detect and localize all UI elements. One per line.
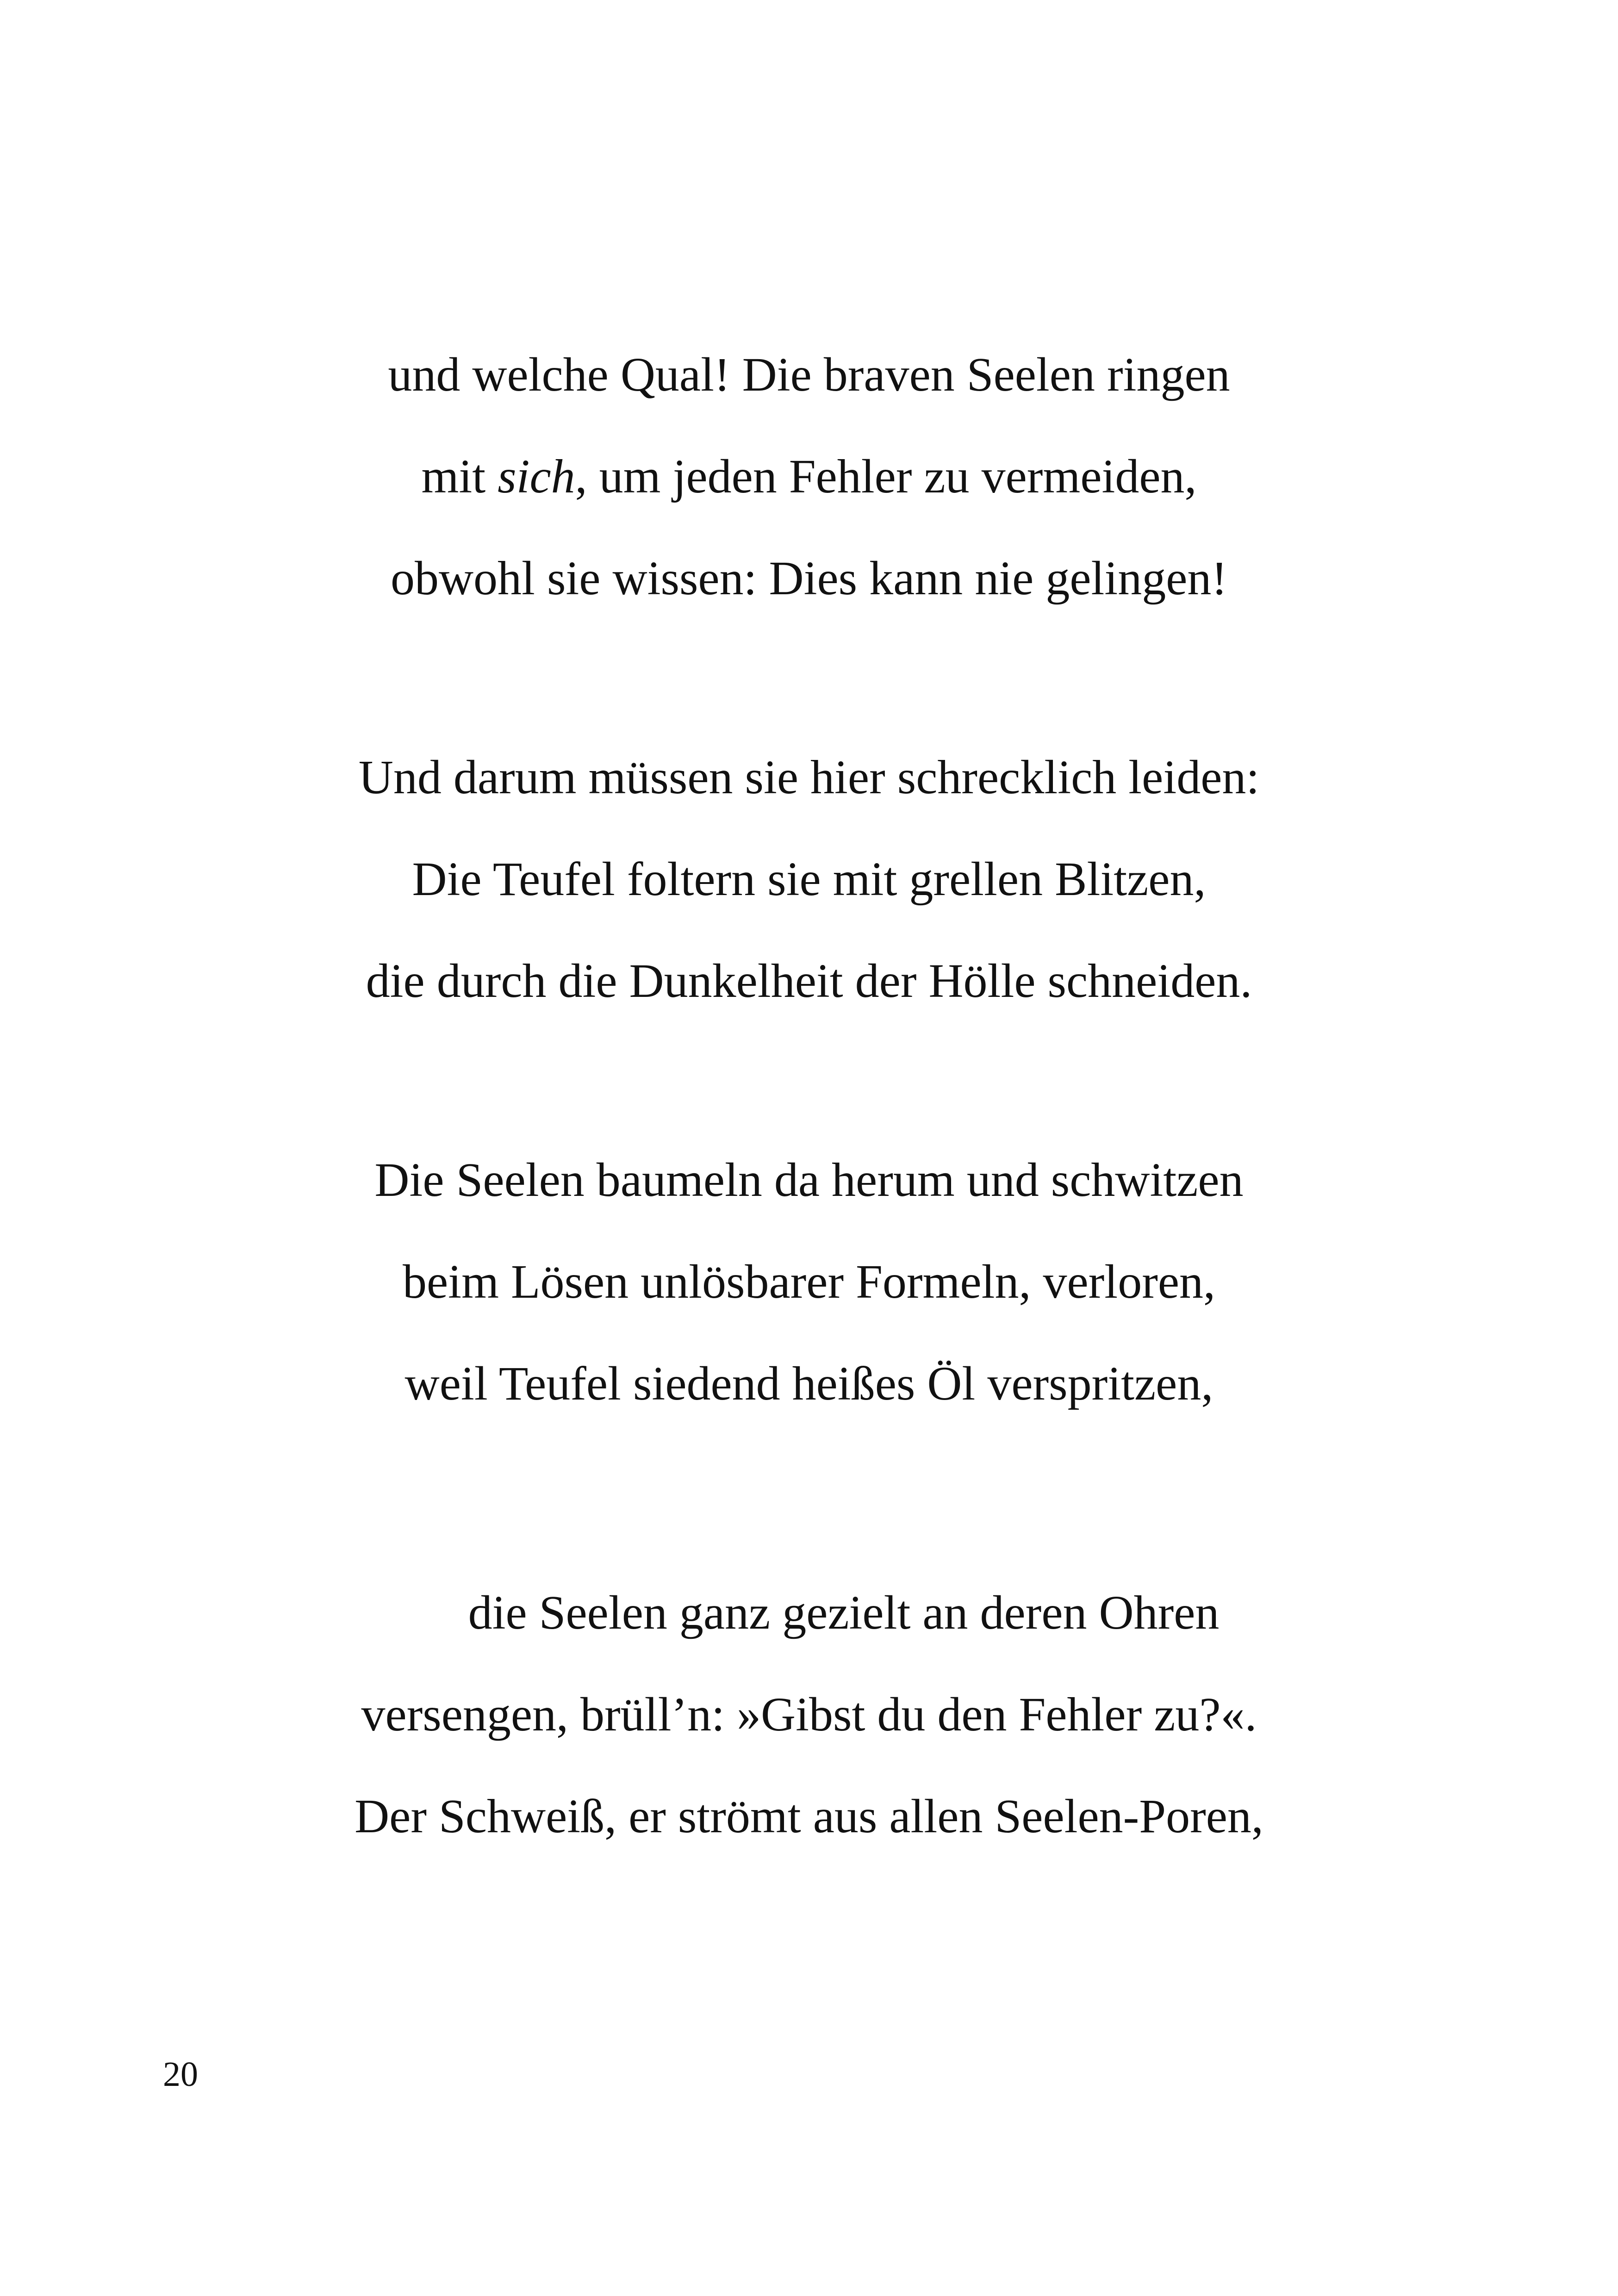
- verse-text: , um jeden Fehler zu vermeiden,: [575, 450, 1197, 503]
- verse-line: die Seelen ganz gezielt an deren Ohren: [468, 1586, 1220, 1639]
- verse-line: [0, 447, 1618, 507]
- verse-line: Und darum müssen sie hier schrecklich leiden:: [358, 751, 1260, 804]
- verse-line: Die Seelen baumeln da herum und schwitzen: [374, 1153, 1244, 1207]
- verse-line: Der Schweiß, er strömt aus allen Seelen-Poren,: [355, 1790, 1263, 1843]
- verse-line: weil Teufel siedend heißes Öl verspritzen,: [404, 1357, 1214, 1410]
- verse-line: beim Lösen unlösbarer Formeln, verloren,: [403, 1255, 1215, 1308]
- verse-line: die durch die Dunkelheit der Hölle schneiden.: [366, 954, 1252, 1008]
- verse-line: versengen, brüll’n: »Gibst du den Fehler zu?«.: [361, 1688, 1257, 1741]
- page-number: 20: [163, 2055, 198, 2094]
- verse-line: und welche Qual! Die braven Seelen ringen: [388, 348, 1230, 401]
- emphasized-word: sich: [498, 450, 575, 503]
- verse-line: obwohl sie wissen: Dies kann nie gelingen!: [390, 552, 1228, 605]
- verse-line: Die Teufel foltern sie mit grellen Blitzen,: [412, 852, 1206, 906]
- verse-text: mit: [421, 450, 498, 503]
